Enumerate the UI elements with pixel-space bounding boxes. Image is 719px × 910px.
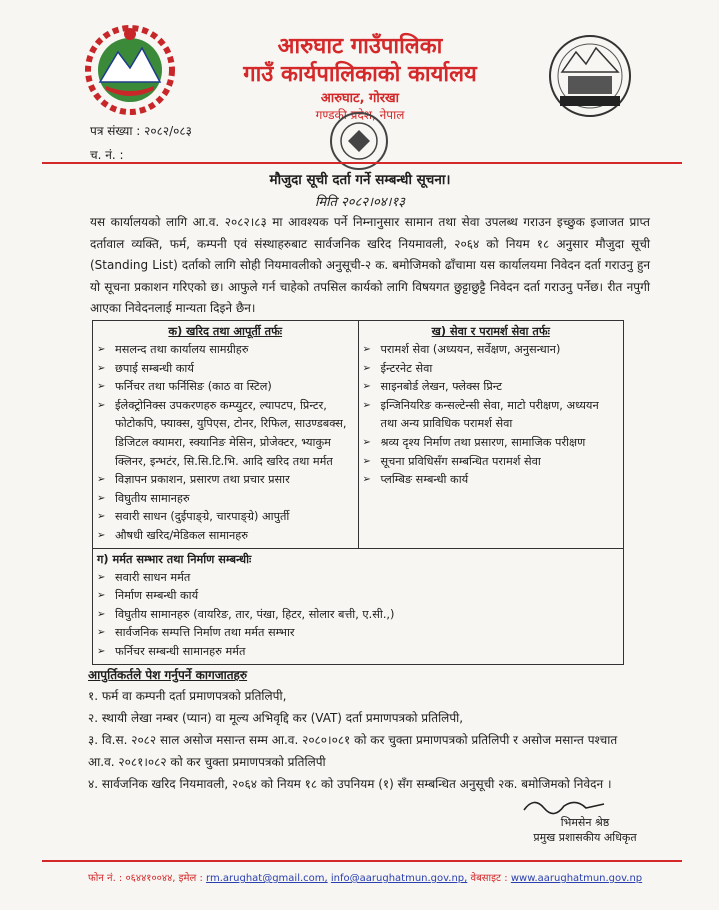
municipality-emblem-logo [540, 30, 640, 122]
list-item: फोटोकपि, फ्याक्स, युपिएस, टोनर, रिफिल, साउण्डबक्स, [115, 417, 347, 431]
documents-heading: आपुर्तिकर्तले पेश गर्नुपर्ने कागजातहरु [88, 668, 248, 682]
list-item: ➢ परामर्श सेवा (अध्ययन, सर्वेक्षण, अनुसन्धान) [363, 341, 620, 360]
nepal-emblem-logo [84, 24, 176, 116]
list-item: ➢ ईन्टरनेट सेवा [363, 360, 620, 379]
document-item: २. स्थायी लेखा नम्बर (प्यान) वा मूल्य अभिवृद्दि कर (VAT) दर्ता प्रमाणपत्रको प्रतिलिपी, [88, 711, 464, 725]
footer-website[interactable]: www.aarughatmun.gov.np [510, 873, 643, 884]
footer-contact [88, 870, 698, 884]
footer-divider [42, 860, 682, 862]
list-item: ➢ निर्माण सम्बन्धी कार्य [97, 587, 619, 606]
repair-list [97, 569, 619, 662]
header-divider [42, 162, 682, 164]
list-item: ➢ सवारी साधन मर्मत [97, 569, 619, 588]
signatory-name: भिमसेन श्रेष्ठ [560, 816, 610, 829]
list-item: ➢ छपाई सम्बन्धी कार्य [97, 360, 354, 379]
notice-date: मिति २०८२।०४।१३ [315, 195, 405, 210]
footer-email-1[interactable]: rm.arughat@gmail.com, [206, 873, 328, 884]
footer-website-label: वेबसाइट : [470, 873, 508, 884]
list-item: ➢ साइनबोर्ड लेखन, फ्लेक्स प्रिन्ट [363, 378, 620, 397]
goods-column [93, 321, 359, 549]
goods-list [97, 341, 354, 546]
document-item: आ.व. २०८१।०८२ को कर चुक्ता प्रमाणपत्रको प्रतिलिपी [88, 755, 326, 769]
list-item: ➢ फर्निचर सम्बन्धी सामानहरु मर्मत [97, 643, 619, 662]
list-item: ➢ विज्ञापन प्रकाशन, प्रसारण तथा प्रचार प्रसार [97, 471, 354, 490]
office-name: गाउँ कार्यपालिकाको कार्यालय [243, 62, 477, 87]
list-item: ➢ ईलेक्ट्रोनिक्स उपकरणहरु कम्प्युटर, ल्यापटप, प्रिन्टर, [97, 397, 354, 416]
goods-heading: क) खरिद तथा आपूर्ती तर्फः [168, 325, 283, 338]
document-item: ४. सार्वजनिक खरिद नियमावली, २०६४ को नियम १८ को उपनियम (१) सँग सम्बन्धित अनुसूची २क. बमोजिमको निवेदन । [88, 777, 612, 791]
notice-body: यस कार्यालयको लागि आ.व. २०८२।८३ मा आवश्यक पर्ने निम्नानुसार सामान तथा सेवा उपलब्ध गराउन इच्छुक इजाजत प्राप्त दर्तावाल व्यक्ति, फर्म, कम्पनी एवं संस्थाहरुबाट सार्वजनिक खरिद नियमावली, २०६४ को नियम १८ अनुसार मौजुदा सूची (Standing List) दर्ताको लागि सोही नियमावलीको अनुसूची-२ क. बमोजिमको ढाँचामा यस कार्यालयमा निवेदन दर्ता गराउनु हुन यो सूचना प्रकाशन गरिएको छ। आफुले गर्न चाहेको तपसिल कार्यको लागि विषयगत छुट्टाछुट्टै निवेदन दर्ता गराउनु पर्नेछ। रीत नपुगी आएका निवेदनलाई मान्यता दिइने छैन। [90, 215, 650, 315]
footer-email-2[interactable]: info@aarughatmun.gov.np, [330, 873, 468, 884]
signatory-block [500, 815, 670, 845]
list-item: ➢ विघुतीय सामानहरु (वायरिङ, तार, पंखा, हिटर, सोलार बत्ती, ए.सी.,) [97, 606, 619, 625]
list-item: डिजिटल क्यामरा, स्क्यानिङ मेसिन, प्रोजेक्टर, भ्याकुम [115, 435, 331, 449]
list-item: ➢ फर्निचर तथा फर्निसिङ (काठ वा स्टिल) [97, 378, 354, 397]
list-item: ➢ मसलन्द तथा कार्यालय सामग्रीहरु [97, 341, 354, 360]
list-item: ➢ इन्जिनियरिङ कन्सल्टेन्सी सेवा, माटो परीक्षण, अध्ययन [363, 397, 620, 416]
list-item: ➢ औषधी खरिद/मेडिकल सामानहरु [97, 527, 354, 546]
document-item: ३. वि.स. २०८२ साल असोज मसान्त सम्म आ.व. २०८०।०८१ को कर चुक्ता प्रमाणपत्रको प्रतिलिपी र असोज मसान्त पश्चात [88, 733, 618, 747]
province-line: गण्डकी प्रदेश, नेपाल [315, 108, 405, 122]
org-name: आरुघाट गाउँपालिका [277, 34, 443, 59]
services-heading: ख) सेवा र परामर्श सेवा तर्फः [431, 325, 550, 338]
list-item: ➢ प्लम्बिङ सम्बन्धी कार्य [363, 471, 620, 490]
dispatch-number: च. नं. : [90, 148, 124, 162]
letter-number: पत्र संख्या : २०८२/०८३ [90, 124, 192, 138]
notice-subject: मौजुदा सूची दर्ता गर्ने सम्बन्धी सूचना। [269, 172, 451, 188]
documents-list [88, 685, 668, 795]
address-line: आरुघाट, गोरखा [320, 91, 400, 106]
document-item: १. फर्म वा कम्पनी दर्ता प्रमाणपत्रको प्रतिलिपी, [88, 689, 287, 703]
list-item: ➢ श्रव्य दृश्य निर्माण तथा प्रसारण, सामाजिक परीक्षण [363, 434, 620, 453]
signatory-title: प्रमुख प्रशासकीय अधिकृत [533, 831, 637, 844]
services-list [363, 341, 620, 490]
list-item: ➢ सवारी साधन (दुईपाङ्ग्रे, चारपाङ्ग्रे) आपुर्ती [97, 508, 354, 527]
list-item: ➢ सार्वजनिक सम्पत्ति निर्माण तथा मर्मत सम्भार [97, 624, 619, 643]
list-item: क्लिनर, इन्भटंर, सि.सि.टि.भि. आदि खरिद तथा मर्मत [115, 454, 333, 468]
footer-phone: फोन नं. : ०६४४१००४४, इमेल : [88, 873, 203, 884]
services-column [358, 321, 624, 549]
repair-section [93, 548, 624, 664]
list-item: ➢ सूचना प्रविधिसँग सम्बन्धित परामर्श सेवा [363, 453, 620, 472]
list-item: ➢ विघुतीय सामानहरु [97, 490, 354, 509]
list-item: तथा अन्य प्राविधिक परामर्श सेवा [380, 417, 513, 431]
procurement-table [92, 320, 624, 665]
repair-heading: ग) मर्मत सम्भार तथा निर्माण सम्बन्धीः [97, 552, 252, 566]
